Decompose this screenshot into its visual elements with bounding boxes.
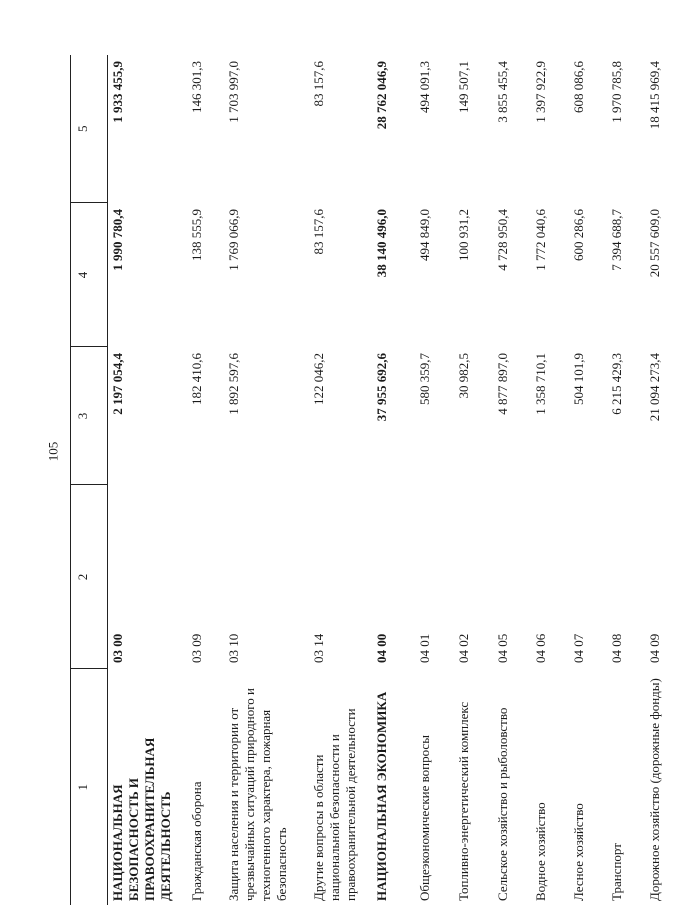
row-name: Защита населения и территории от чрезвычайных ситуаций природного и техногенного характера, пожарная безопасность [226,688,289,901]
table-row [187,55,224,905]
row-value-3: 4 877 897,0 [495,353,510,415]
header-col-5: 5 [71,55,108,203]
row-name: НАЦИОНАЛЬНАЯ ЭКОНОМИКА [374,691,389,901]
row-value-3: 37 955 692,6 [374,353,389,422]
row-value-4: 100 931,2 [456,209,471,261]
table-row [531,55,569,905]
row-name: Топливно-энергетический комплекс [456,701,471,901]
row-code: 03 10 [226,633,241,663]
row-name: Дорожное хозяйство (дорожные фонды) [647,678,662,901]
row-code: 04 09 [647,633,662,663]
table-row [645,55,683,905]
row-value-5: 1 970 785,8 [609,61,624,123]
row-value-3: 580 359,7 [417,353,432,405]
table-row [454,55,493,905]
row-name: Лесное хозяйство [571,803,586,901]
row-value-4: 83 157,6 [311,209,326,255]
row-value-4: 7 394 688,7 [609,209,624,271]
row-value-4: 1 990 780,4 [110,209,125,271]
row-value-3: 1 892 597,6 [226,353,241,415]
row-value-3: 1 358 710,1 [533,353,548,415]
table-row [493,55,531,905]
header-col-1: 1 [71,669,108,905]
row-name: Транспорт [609,843,624,901]
row-value-5: 1 397 922,9 [533,61,548,123]
table-row [569,55,607,905]
row-value-4: 1 769 066,9 [226,209,241,271]
row-value-3: 30 982,5 [456,353,471,399]
row-value-5: 608 086,6 [571,61,586,113]
row-value-5: 146 301,3 [189,61,204,113]
row-code: 03 09 [189,633,204,663]
row-value-5: 83 157,6 [311,61,326,107]
budget-table [70,55,683,905]
budget-table-rotated [70,55,662,905]
row-value-4: 600 286,6 [571,209,586,261]
row-code: 04 08 [609,633,624,663]
header-col-3: 3 [71,347,108,485]
row-value-3: 182 410,6 [189,353,204,405]
row-value-5: 28 762 046,9 [374,61,389,130]
header-col-2: 2 [71,485,108,669]
row-value-4: 20 557 609,0 [647,209,662,278]
row-value-5: 494 091,3 [417,61,432,113]
table-row [224,55,309,905]
row-value-3: 504 101,9 [571,353,586,405]
row-value-3: 21 094 273,4 [647,353,662,422]
row-value-4: 1 772 040,6 [533,209,548,271]
row-value-3: 122 046,2 [311,353,326,405]
row-value-5: 1 703 997,0 [226,61,241,123]
row-value-3: 6 215 429,3 [609,353,624,415]
table-row [108,55,188,905]
row-name: Сельское хозяйство и рыболовство [495,707,510,901]
table-row [607,55,645,905]
row-name: Водное хозяйство [533,802,548,901]
header-row [71,55,108,905]
row-code: 04 06 [533,633,548,663]
row-code: 04 00 [374,633,389,663]
row-name: Гражданская оборона [189,781,204,901]
row-name: Другие вопросы в области национальной безопасности и правоохранительной деятельности [311,708,358,901]
page-number: 105 [45,441,61,462]
table-row [415,55,454,905]
row-code: 04 02 [456,633,471,663]
row-value-4: 38 140 496,0 [374,209,389,278]
row-value-5: 149 507,1 [456,61,471,113]
row-code: 04 01 [417,633,432,663]
row-name: Общеэкономические вопросы [417,735,432,901]
row-name: НАЦИОНАЛЬНАЯ БЕЗОПАСНОСТЬ И ПРАВООХРАНИТЕЛЬНАЯ ДЕЯТЕЛЬНОСТЬ [110,737,173,901]
row-code: 04 05 [495,633,510,663]
table-row [372,55,415,905]
row-value-3: 2 197 054,4 [110,353,125,415]
row-code: 03 14 [311,633,326,663]
row-code: 03 00 [110,633,125,663]
row-value-5: 3 855 455,4 [495,61,510,123]
row-value-4: 138 555,9 [189,209,204,261]
header-col-4: 4 [71,203,108,347]
row-value-5: 1 933 455,9 [110,61,125,123]
row-value-4: 494 849,0 [417,209,432,261]
row-value-4: 4 728 950,4 [495,209,510,271]
table-row [309,55,372,905]
row-value-5: 18 415 969,4 [647,61,662,130]
row-code: 04 07 [571,633,586,663]
